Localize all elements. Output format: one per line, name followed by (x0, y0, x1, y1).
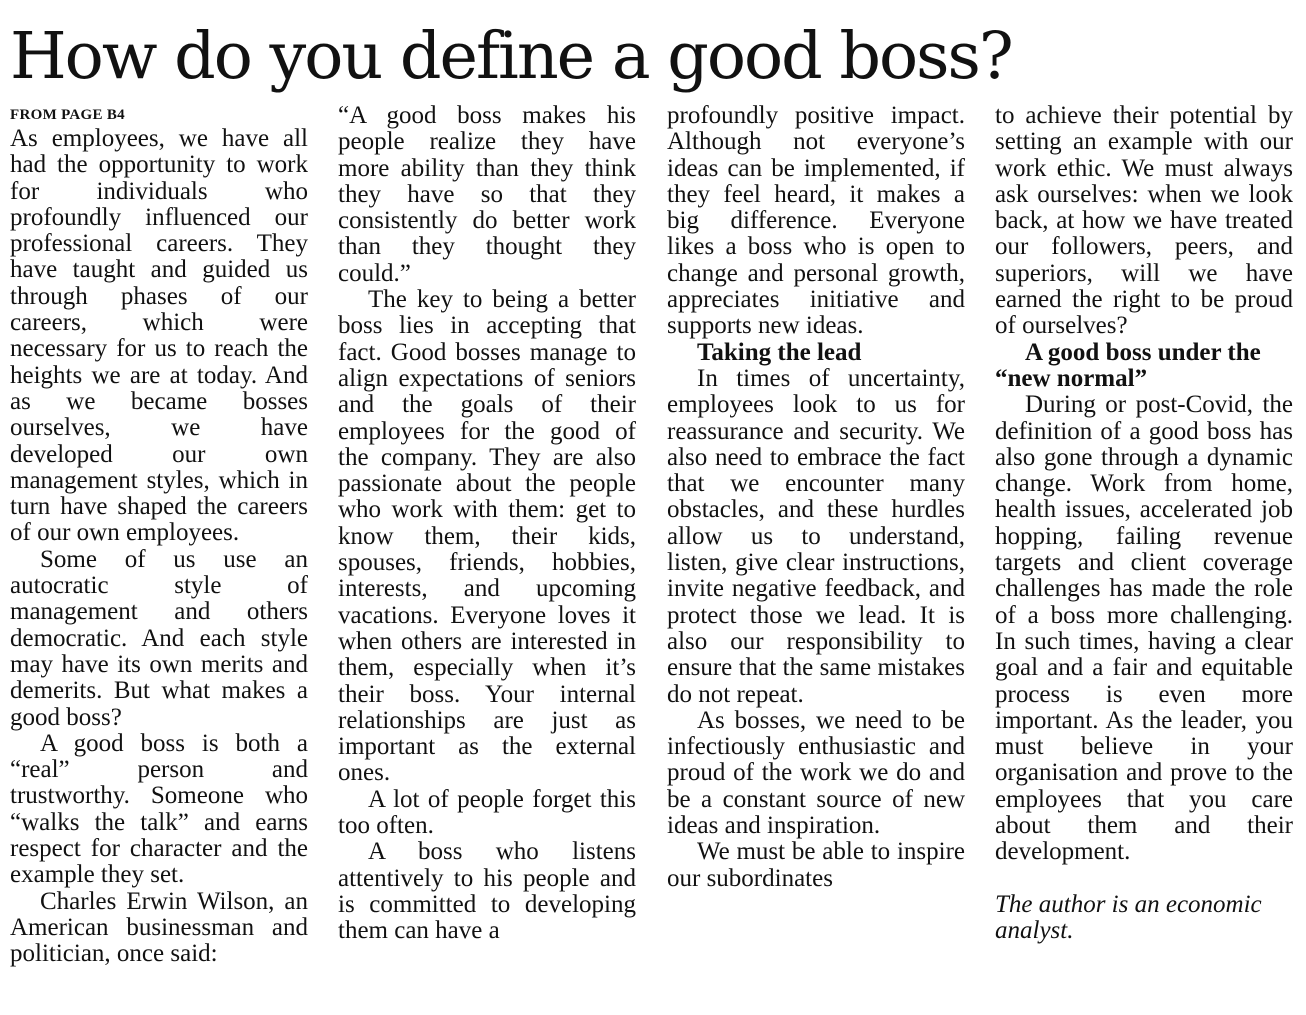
continuation-kicker: FROM PAGE B4 (10, 107, 125, 123)
article-column-3 (667, 103, 965, 892)
article-column-2 (338, 103, 636, 945)
paragraph: A lot of people forget this too often. (338, 785, 636, 840)
paragraph: A boss who listens attentively to his people and is committed to developing them can have a (338, 838, 636, 945)
paragraph: Some of us use an autocratic style of management and others democratic. And each style may have its own merits and demerits. But what makes a good boss? (10, 545, 308, 731)
paragraph: As employees, we have all had the opportunity to work for individuals who profoundly influenced our professional careers. They have taught and guided us through phases of our careers, which were necessary for us to reach the heights we are at today. And as we became bosses ourselves, we have developed our own management styles, which in turn have shaped the careers of our own employees. (10, 125, 308, 547)
paragraph: We must be able to inspire our subordinates (667, 838, 965, 892)
paragraph: During or post-Covid, the definition of a good boss has also gone through a dynamic change. Work from home, health issues, accelerated job hopping, failing revenue targets and client coverage challenges has made the role of a boss more challenging. In such times, having a clear goal and a fair and equitable process is even more important. As the leader, you must believe in your organisation and prove to the employees that you care about them and their development. (995, 391, 1293, 866)
paragraph: A good boss is both a “real” person and trustworthy. Someone who “walks the talk” and earns respect for character and the example they set. (10, 729, 308, 889)
article-column-1 (10, 103, 308, 968)
paragraph: Charles Erwin Wilson, an American businessman and politician, once said: (10, 887, 308, 968)
article-headline: How do you define a good boss? (10, 19, 1012, 94)
section-subhead: A good boss under the “new normal” (995, 338, 1261, 392)
author-byline: The author is an economic analyst. (995, 890, 1262, 944)
paragraph: In times of uncertainty, employees look to us for reassurance and security. We also need to embrace the fact that we encounter many obstacles, and these hurdles allow us to understand, listen, give clear instructions, invite negative feedback, and protect those we lead. It is also our responsibility to ensure that the same mistakes do not repeat. (667, 364, 965, 708)
section-subhead: Taking the lead (697, 338, 862, 366)
paragraph: The key to being a better boss lies in accepting that fact. Good bosses manage to align expectations of seniors and the goals of their employees for the good of the company. They are also passionate about the people who work with them: get to know them, their kids, spouses, friends, hobbies, interests, and upcoming vacations. Everyone loves it when others are interested in them, especially when it’s their boss. Your internal relationships are just as important as the external ones. (338, 286, 636, 787)
paragraph: profoundly positive impact. Although not everyone’s ideas can be implemented, if they feel heard, it makes a big difference. Everyone likes a boss who is open to change and personal growth, appreciates initiative and supports new ideas. (667, 102, 965, 340)
paragraph: to achieve their potential by setting an example with our work ethic. We must always ask ourselves: when we look back, at how we have treated our followers, peers, and superiors, will we have earned the right to be proud of ourselves? (995, 102, 1293, 340)
paragraph: As bosses, we need to be infectiously enthusiastic and proud of the work we do and be a constant source of new ideas and inspiration. (667, 706, 965, 840)
article-column-4 (995, 103, 1293, 944)
paragraph: “A good boss makes his people realize they have more ability than they think they have so that they consistently do better work than they thought they could.” (338, 102, 636, 287)
